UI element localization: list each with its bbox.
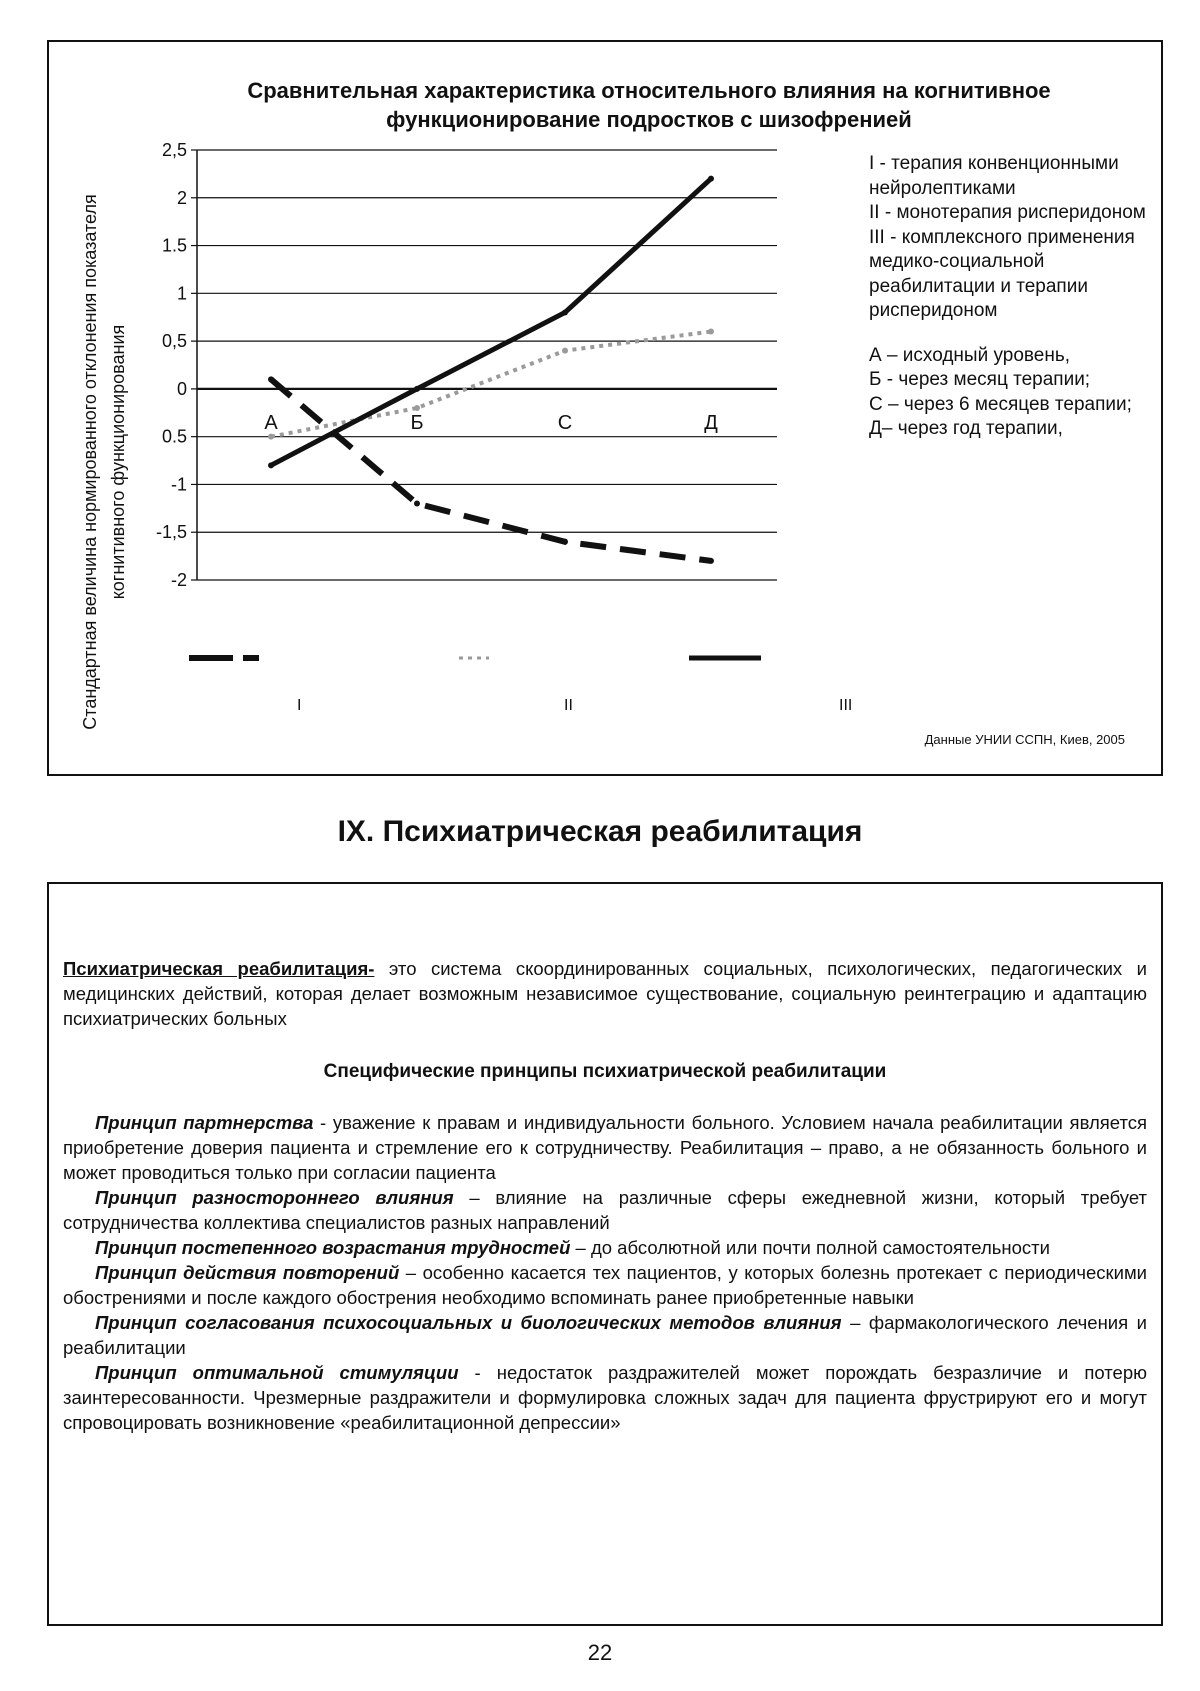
x-tick-label: А	[264, 411, 278, 434]
y-tick-label: 0	[176, 378, 187, 399]
definition-term: Психиатрическая реабилитация-	[63, 958, 375, 979]
legend-note-1: I - терапия конвенционными нейролептиками	[869, 153, 1119, 199]
category-note-2: Б - через месяц терапии;	[869, 369, 1091, 390]
y-tick-label: -2	[170, 570, 187, 590]
data-point	[708, 558, 714, 564]
chart-source: Данные УНИИ ССПН, Киев, 2005	[924, 732, 1125, 747]
principle-item	[63, 1185, 1147, 1235]
principle-item	[63, 1235, 1147, 1260]
y-axis-title: Стандартная величина нормированного отклонения показателя когнитивного функционирования	[80, 194, 128, 730]
legend-label-2: II	[564, 697, 573, 714]
chart-title: Сравнительная характеристика относительного влияния на когнитивное функционирование подростков с шизофренией	[247, 78, 1051, 132]
principle-text: – влияние на различные сферы ежедневной жизни, который требует сотрудничества коллектива специалистов разных направлений	[63, 1187, 1147, 1233]
category-note-3: С – через 6 месяцев терапии;	[869, 393, 1132, 415]
y-tick-label: 0.5	[161, 426, 187, 447]
data-point	[562, 348, 568, 354]
data-point	[708, 176, 714, 182]
legend-notes	[869, 152, 1159, 442]
data-point	[268, 434, 274, 440]
data-point	[414, 386, 420, 392]
legend-label-3: III	[839, 697, 853, 714]
principle-name: Принцип разностороннего влияния	[95, 1187, 454, 1208]
y-tick-label: 1	[176, 283, 187, 304]
legend-label-1: I	[297, 697, 302, 714]
section-title: IX. Психиатрическая реабилитация	[337, 815, 863, 848]
principle-text: – фармакологического лечения и реабилитации	[63, 1312, 1147, 1358]
principle-item	[63, 1260, 1147, 1310]
y-tick-label: 2,5	[161, 140, 187, 160]
y-tick-label: 1.5	[161, 235, 187, 256]
principle-text: – до абсолютной или почти полной самостоятельности	[570, 1237, 1050, 1258]
series-line-1	[271, 379, 711, 561]
x-tick-label: Б	[410, 411, 424, 434]
data-point	[268, 376, 274, 382]
chart-frame	[47, 40, 1163, 776]
data-point	[562, 539, 568, 545]
principle-text: - уважение к правам и индивидуальности больного. Условием начала реабилитации является приобретение доверия пациента и стремление его к сотрудничеству. Реабилитация – право, а не обязанность больного и может проводиться только при согласии пациента	[63, 1112, 1147, 1183]
data-point	[708, 329, 714, 335]
series-line-2	[271, 332, 711, 437]
principles-title: Специфические принципы психиатрической реабилитации	[323, 1061, 887, 1082]
data-point	[268, 462, 274, 468]
y-tick-label: -1	[170, 474, 187, 495]
series-line-3	[271, 179, 711, 466]
data-point	[414, 405, 420, 411]
principle-item	[63, 1360, 1147, 1435]
x-tick-label: Д	[704, 411, 718, 434]
legend-note-2: II - монотерапия рисперидоном	[869, 202, 1146, 223]
principle-name: Принцип постепенного возрастания трудностей	[95, 1237, 571, 1258]
data-point	[414, 501, 420, 507]
principle-text: - недостаток раздражителей может порождать безразличие и потерю заинтересованности. Чрезмерные раздражители и формулировка сложных задач для пациента фрустрируют его и могут спровоцировать возникновение «реабилитационной депрессии»	[63, 1362, 1147, 1433]
principle-text: – особенно касается тех пациентов, у которых болезнь протекает с периодическими обострениями и после каждого обострения необходимо вспоминать ранее приобретенные навыки	[63, 1262, 1147, 1308]
definition-paragraph	[63, 956, 1147, 1031]
principle-name: Принцип согласования психосоциальных и биологических методов влияния	[95, 1312, 842, 1333]
y-tick-label: 0,5	[161, 331, 187, 352]
x-tick-label: С	[557, 411, 573, 434]
principle-name: Принцип партнерства	[95, 1112, 314, 1133]
definition-text: это система скоординированных социальных, психологических, педагогических и медицинских действий, которая делает возможным независимое существование, социальную реинтеграцию и адаптацию психиатрических больных	[63, 958, 1147, 1029]
data-point	[562, 309, 568, 315]
category-note-1: А – исходный уровень,	[869, 344, 1071, 366]
y-tick-label: 2	[176, 187, 187, 208]
legend-note-3: III - комплексного применения медико-социальной реабилитации и терапии рисперидоном	[869, 226, 1135, 321]
text-frame	[47, 882, 1163, 1626]
principle-item	[63, 1310, 1147, 1360]
page-number: 22	[587, 1640, 613, 1665]
principle-item	[63, 1110, 1147, 1185]
principle-name: Принцип действия повторений	[95, 1262, 400, 1283]
y-tick-label: -1,5	[155, 522, 187, 543]
category-note-4: Д– через год терапии,	[869, 418, 1063, 439]
principle-name: Принцип оптимальной стимуляции	[95, 1362, 459, 1383]
